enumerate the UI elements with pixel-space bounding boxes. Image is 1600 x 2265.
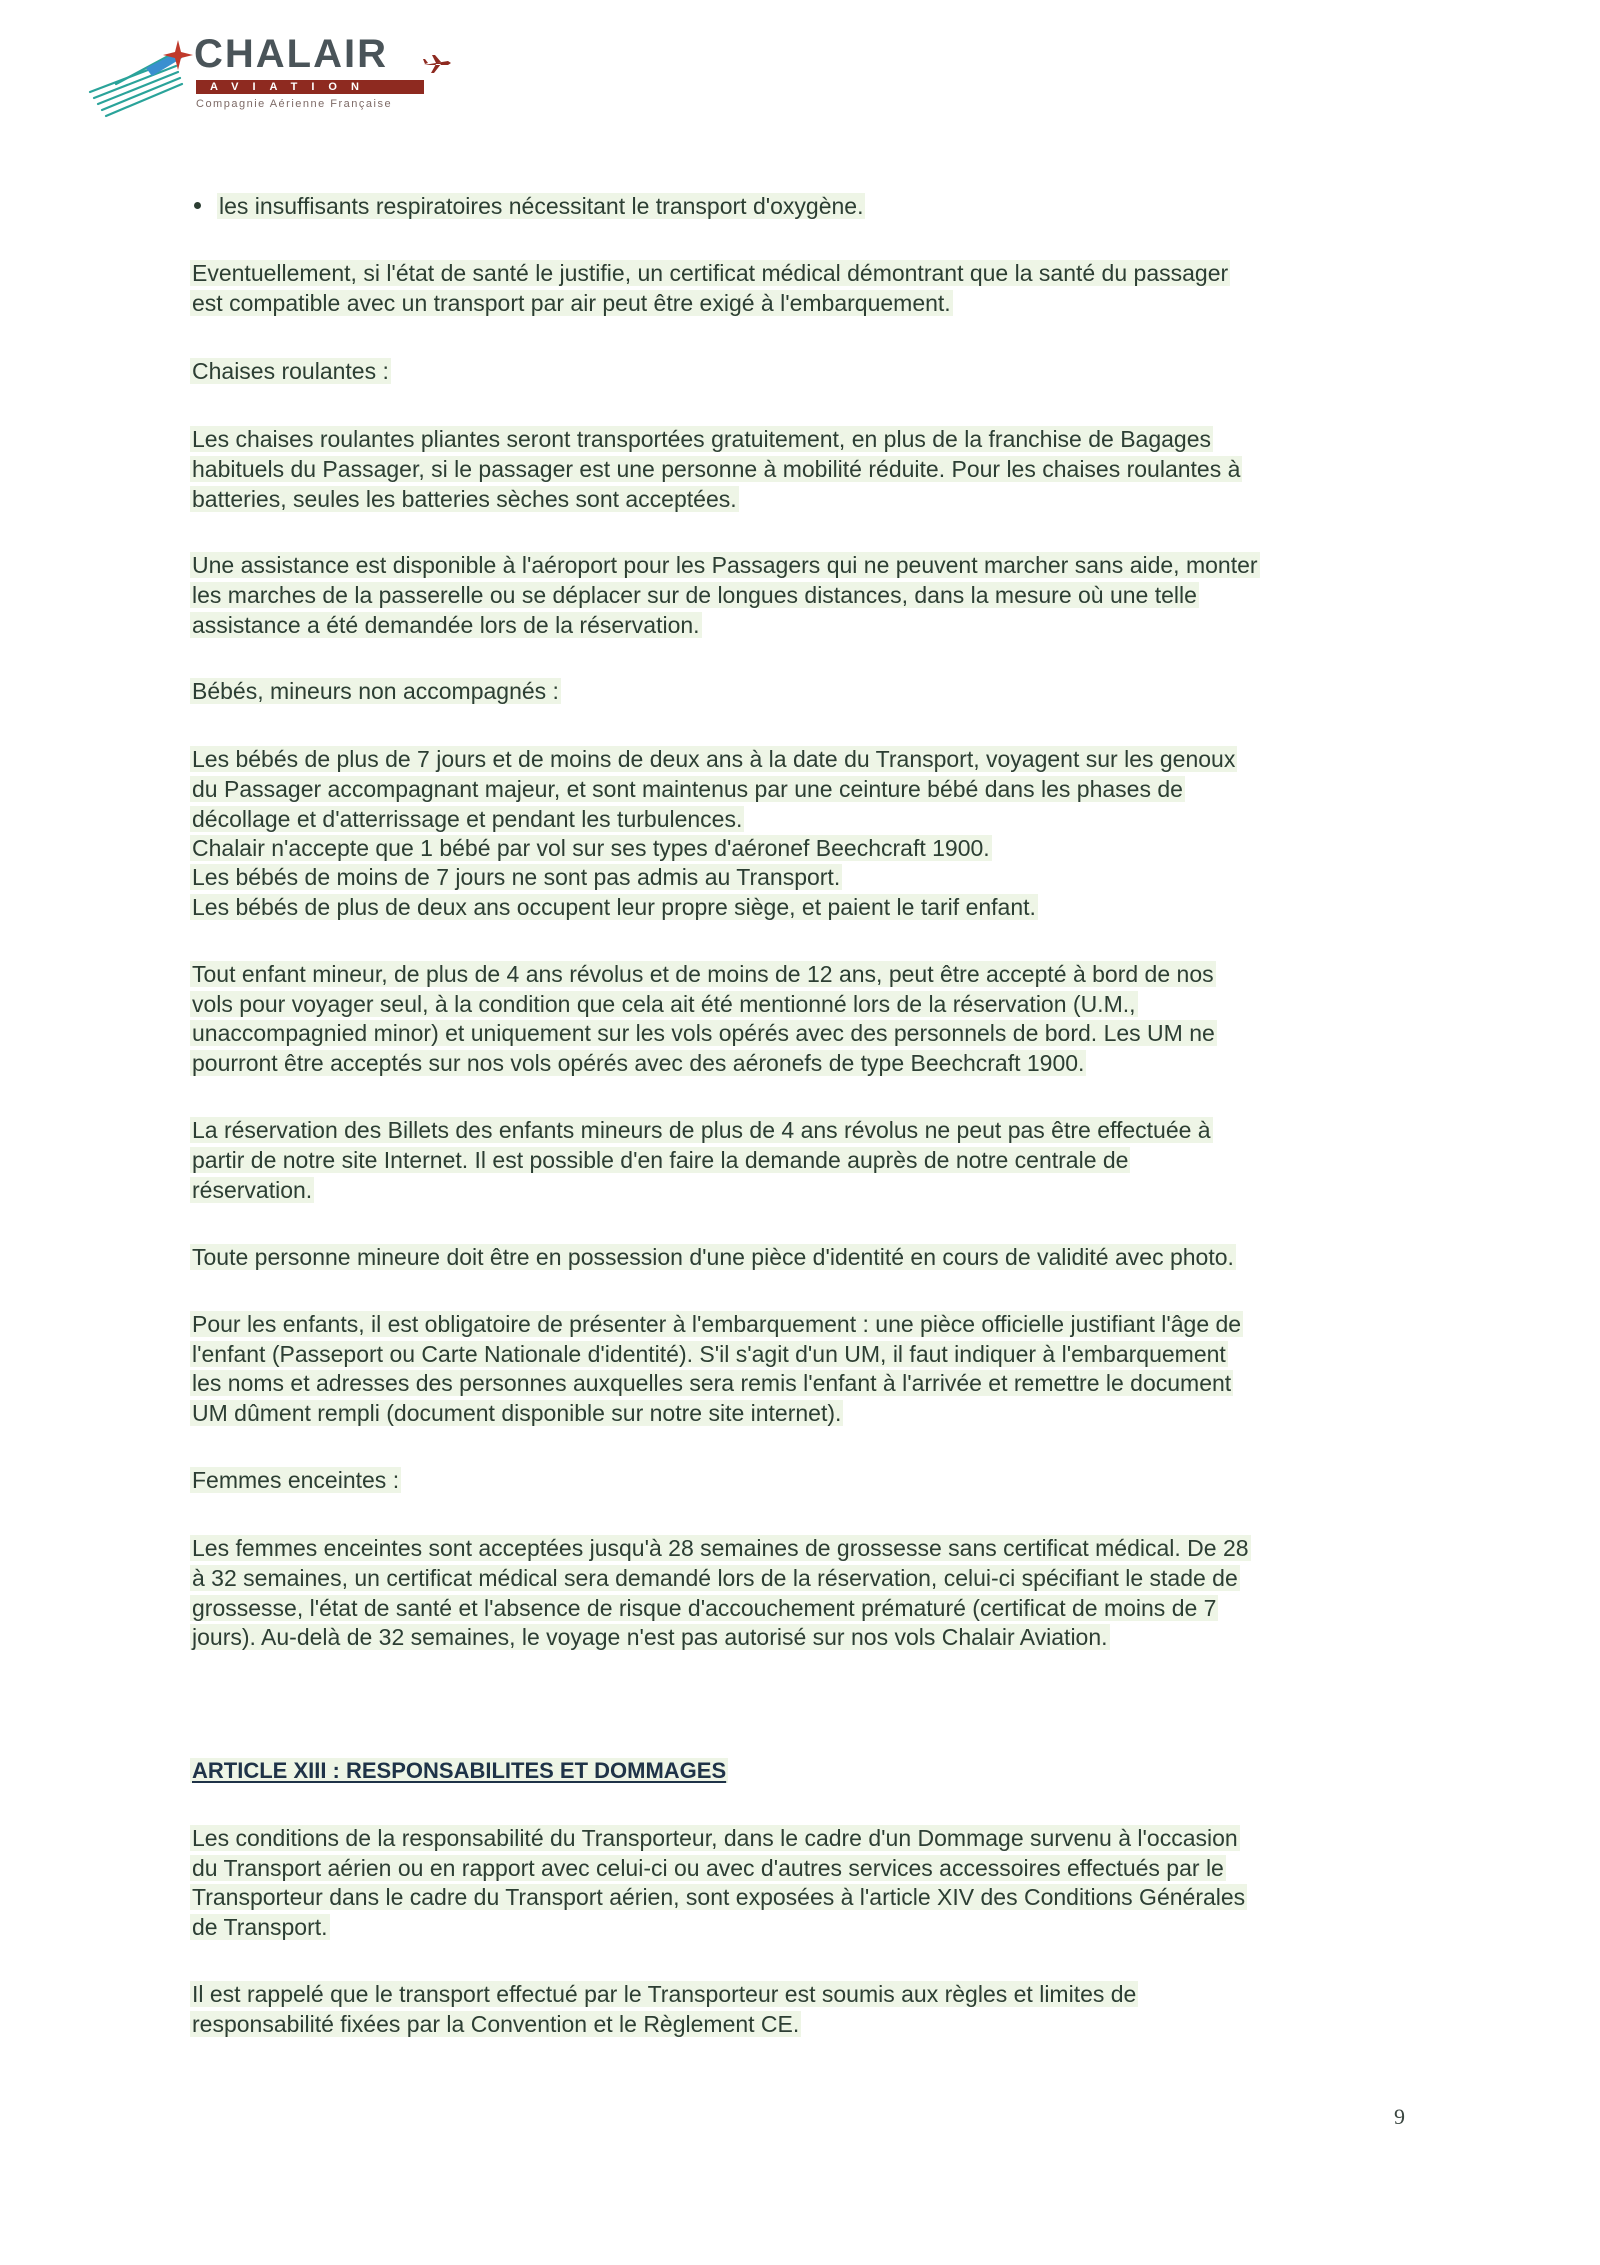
paragraph-line: Pour les enfants, il est obligatoire de présenter à l'embarquement : une pièce officielle justifiant l'âge de xyxy=(192,1311,1242,1337)
article-heading: ARTICLE XIII : RESPONSABILITES ET DOMMAGES xyxy=(192,1758,727,1783)
paragraph-line: Les bébés de plus de deux ans occupent leur propre siège, et paient le tarif enfant. xyxy=(192,894,1036,920)
paragraph-line: Toute personne mineure doit être en possession d'une pièce d'identité en cours de validité avec photo. xyxy=(192,1244,1234,1270)
paragraph-line: habituels du Passager, si le passager est une personne à mobilité réduite. Pour les chaises roulantes à xyxy=(192,456,1241,482)
paragraph-line: assistance a été demandée lors de la réservation. xyxy=(192,612,700,638)
company-name: CHALAIR xyxy=(194,32,388,76)
company-sub-banner: AVIATION xyxy=(196,80,424,94)
paragraph-line: Il est rappelé que le transport effectué par le Transporteur est soumis aux règles et limites de xyxy=(192,1981,1137,2007)
company-logo xyxy=(86,30,456,130)
paragraph-line: les marches de la passerelle ou se déplacer sur de longues distances, dans la mesure où une telle xyxy=(192,582,1197,608)
paragraph-line: batteries, seules les batteries sèches sont acceptées. xyxy=(192,486,737,512)
paragraph-line: Les bébés de moins de 7 jours ne sont pas admis au Transport. xyxy=(192,864,841,890)
section-subtitle-wheelchairs: Chaises roulantes : xyxy=(192,358,389,384)
paragraph-line: est compatible avec un transport par air peut être exigé à l'embarquement. xyxy=(192,290,951,316)
section-subtitle-babies: Bébés, mineurs non accompagnés : xyxy=(192,678,559,704)
paragraph-line: de Transport. xyxy=(192,1914,328,1940)
paragraph-line: vols pour voyager seul, à la condition que cela ait été mentionné lors de la réservation (U.M., xyxy=(192,991,1136,1017)
paragraph-line: jours). Au-delà de 32 semaines, le voyage n'est pas autorisé sur nos vols Chalair Aviation. xyxy=(192,1624,1108,1650)
bullet-item: les insuffisants respiratoires nécessitant le transport d'oxygène. xyxy=(190,191,865,221)
paragraph-line: Eventuellement, si l'état de santé le justifie, un certificat médical démontrant que la santé du passager xyxy=(192,260,1229,286)
company-tagline: Compagnie Aérienne Française xyxy=(196,98,393,110)
paragraph-line: Les femmes enceintes sont acceptées jusqu'à 28 semaines de grossesse sans certificat médical. De 28 xyxy=(192,1535,1249,1561)
paragraph-line: UM dûment rempli (document disponible sur notre site internet). xyxy=(192,1400,842,1426)
paragraph-line: les noms et adresses des personnes auxquelles sera remis l'enfant à l'arrivée et remettre le document xyxy=(192,1370,1232,1396)
airplane-icon xyxy=(422,52,452,76)
paragraph-line: unaccompagnied minor) et uniquement sur les vols opérés avec des personnels de bord. Les UM ne xyxy=(192,1020,1215,1046)
paragraph-line: Transporteur dans le cadre du Transport aérien, sont exposées à l'article XIV des Conditions Générales xyxy=(192,1884,1246,1910)
paragraph-line: Les chaises roulantes pliantes seront transportées gratuitement, en plus de la franchise de Bagages xyxy=(192,426,1212,452)
section-subtitle-pregnant-women: Femmes enceintes : xyxy=(192,1467,400,1493)
paragraph-line: du Passager accompagnant majeur, et sont maintenus par une ceinture bébé dans les phases de xyxy=(192,776,1183,802)
paragraph-line: pourront être acceptés sur nos vols opérés avec des aéronefs de type Beechcraft 1900. xyxy=(192,1050,1085,1076)
logo-swoosh-icon xyxy=(86,38,196,122)
paragraph-line: décollage et d'atterrissage et pendant les turbulences. xyxy=(192,806,743,832)
paragraph-line: grossesse, l'état de santé et l'absence de risque d'accouchement prématuré (certificat de moins de 7 xyxy=(192,1595,1217,1621)
bullet-icon xyxy=(194,202,201,209)
paragraph-line: Tout enfant mineur, de plus de 4 ans révolus et de moins de 12 ans, peut être accepté à bord de nos xyxy=(192,961,1214,987)
paragraph-line: Une assistance est disponible à l'aéroport pour les Passagers qui ne peuvent marcher sans aide, monter xyxy=(192,552,1258,578)
page-number: 9 xyxy=(1394,2104,1405,2129)
paragraph-line: La réservation des Billets des enfants mineurs de plus de 4 ans révolus ne peut pas être effectuée à xyxy=(192,1117,1211,1143)
paragraph-line: réservation. xyxy=(192,1177,313,1203)
paragraph-line: responsabilité fixées par la Convention et le Règlement CE. xyxy=(192,2011,800,2037)
paragraph-line: Les conditions de la responsabilité du Transporteur, dans le cadre d'un Dommage survenu à l'occasion xyxy=(192,1825,1238,1851)
paragraph-line: Les bébés de plus de 7 jours et de moins de deux ans à la date du Transport, voyagent sur les genoux xyxy=(192,746,1236,772)
paragraph-line: l'enfant (Passeport ou Carte Nationale d'identité). S'il s'agit d'un UM, il faut indiquer à l'embarquement xyxy=(192,1341,1226,1367)
paragraph-line: partir de notre site Internet. Il est possible d'en faire la demande auprès de notre centrale de xyxy=(192,1147,1129,1173)
paragraph-line: à 32 semaines, un certificat médical sera demandé lors de la réservation, celui-ci spécifiant le stade de xyxy=(192,1565,1238,1591)
paragraph-line: Chalair n'accepte que 1 bébé par vol sur ses types d'aéronef Beechcraft 1900. xyxy=(192,835,990,861)
paragraph-line: du Transport aérien ou en rapport avec celui-ci ou avec d'autres services accessoires effectués par le xyxy=(192,1855,1224,1881)
